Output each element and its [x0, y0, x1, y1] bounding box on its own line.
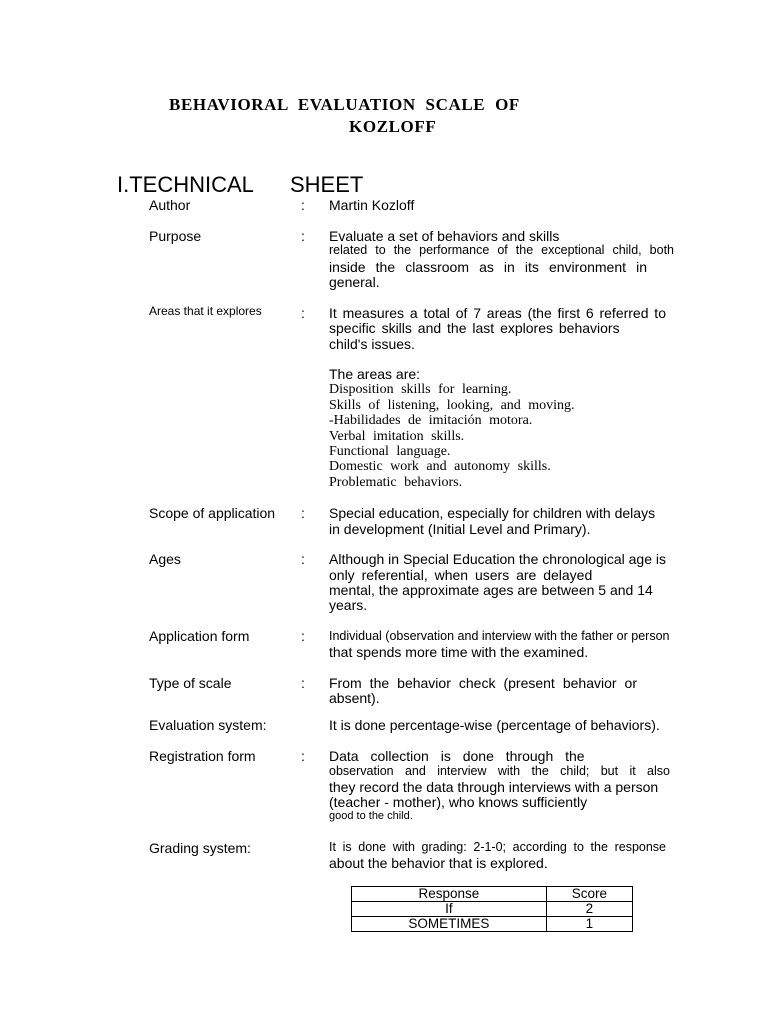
- purpose-line-1: Evaluate a set of behaviors and skills: [329, 228, 560, 244]
- document-title-line-1: BEHAVIORAL EVALUATION SCALE OF: [169, 95, 520, 114]
- evaluation-system-label: Evaluation system:: [149, 717, 267, 733]
- table-header-response: Response: [352, 887, 547, 902]
- areas-list-heading: The areas are:: [329, 366, 421, 382]
- type-of-scale-line-2: absent).: [329, 690, 380, 706]
- purpose-label: Purpose: [149, 228, 202, 244]
- ages-label: Ages: [149, 551, 181, 567]
- purpose-line-4: general.: [329, 274, 380, 290]
- purpose-line-3: inside the classroom as in its environment in: [329, 259, 647, 275]
- grading-system-line-1: It is done with grading: 2-1-0; according to the response: [329, 840, 666, 854]
- application-form-label: Application form: [149, 628, 250, 644]
- scope-label: Scope of application: [149, 505, 276, 521]
- registration-form-line-4: (teacher - mother), who knows sufficiently: [329, 794, 588, 810]
- ages-line-1: Although in Special Education the chronological age is: [329, 551, 667, 567]
- type-of-scale-colon: :: [301, 675, 305, 691]
- grading-system-label: Grading system:: [149, 840, 251, 856]
- table-cell-score: 1: [546, 917, 632, 932]
- areas-label: Areas that it explores: [149, 304, 262, 318]
- table-row: [352, 917, 633, 932]
- application-form-colon: :: [301, 628, 305, 644]
- ages-colon: :: [301, 551, 305, 567]
- document-title-line-2: KOZLOFF: [349, 117, 437, 136]
- registration-form-colon: :: [301, 748, 305, 764]
- section-heading-number: I.TECHNICAL: [117, 172, 254, 197]
- registration-form-label: Registration form: [149, 748, 256, 764]
- ages-line-2: only referential, when users are delayed: [329, 567, 593, 583]
- areas-list-item: Verbal imitation skills.: [329, 429, 465, 444]
- table-header-row: [352, 887, 633, 902]
- areas-list-item: Functional language.: [329, 444, 451, 459]
- purpose-line-2: related to the performance of the exceptional child, both: [329, 243, 674, 257]
- scope-line-1: Special education, especially for children with delays: [329, 505, 656, 521]
- areas-list-item: Disposition skills for learning.: [329, 382, 512, 397]
- areas-line-1: It measures a total of 7 areas (the first 6 referred to: [329, 305, 666, 321]
- ages-line-4: years.: [329, 597, 368, 613]
- registration-form-line-5: good to the child.: [329, 810, 413, 822]
- areas-line-3: child's issues.: [329, 336, 415, 352]
- table-cell-response: If: [352, 902, 547, 917]
- application-form-line-1: Individual (observation and interview with the father or person: [329, 629, 670, 643]
- scope-line-2: in development (Initial Level and Primary).: [329, 521, 591, 537]
- registration-form-line-1: Data collection is done through the: [329, 748, 585, 764]
- table-row: [352, 902, 633, 917]
- author-value: Martin Kozloff: [329, 197, 415, 213]
- table-header-score: Score: [546, 887, 632, 902]
- table-cell-score: 2: [546, 902, 632, 917]
- areas-list-item: Domestic work and autonomy skills.: [329, 459, 551, 474]
- scope-colon: :: [301, 505, 305, 521]
- application-form-line-2: that spends more time with the examined.: [329, 644, 589, 660]
- section-heading-word: SHEET: [290, 172, 364, 197]
- areas-line-2: specific skills and the last explores behaviors: [329, 320, 620, 336]
- areas-colon: :: [301, 305, 305, 321]
- registration-form-line-3: they record the data through interviews with a person: [329, 779, 659, 795]
- author-label: Author: [149, 197, 191, 213]
- type-of-scale-line-1: From the behavior check (present behavior or: [329, 675, 637, 691]
- areas-list-item: Skills of listening, looking, and moving.: [329, 398, 575, 413]
- purpose-colon: :: [301, 228, 305, 244]
- response-score-table: [351, 886, 633, 932]
- registration-form-line-2: observation and interview with the child; but it also: [329, 764, 670, 778]
- areas-list-item: Problematic behaviors.: [329, 475, 463, 490]
- evaluation-system-value: It is done percentage-wise (percentage of behaviors).: [329, 717, 660, 733]
- grading-system-line-2: about the behavior that is explored.: [329, 855, 548, 871]
- table-cell-response: SOMETIMES: [352, 917, 547, 932]
- author-colon: :: [301, 197, 305, 213]
- areas-list-item: -Habilidades de imitación motora.: [329, 413, 533, 428]
- type-of-scale-label: Type of scale: [149, 675, 232, 691]
- ages-line-3: mental, the approximate ages are between 5 and 14: [329, 582, 653, 598]
